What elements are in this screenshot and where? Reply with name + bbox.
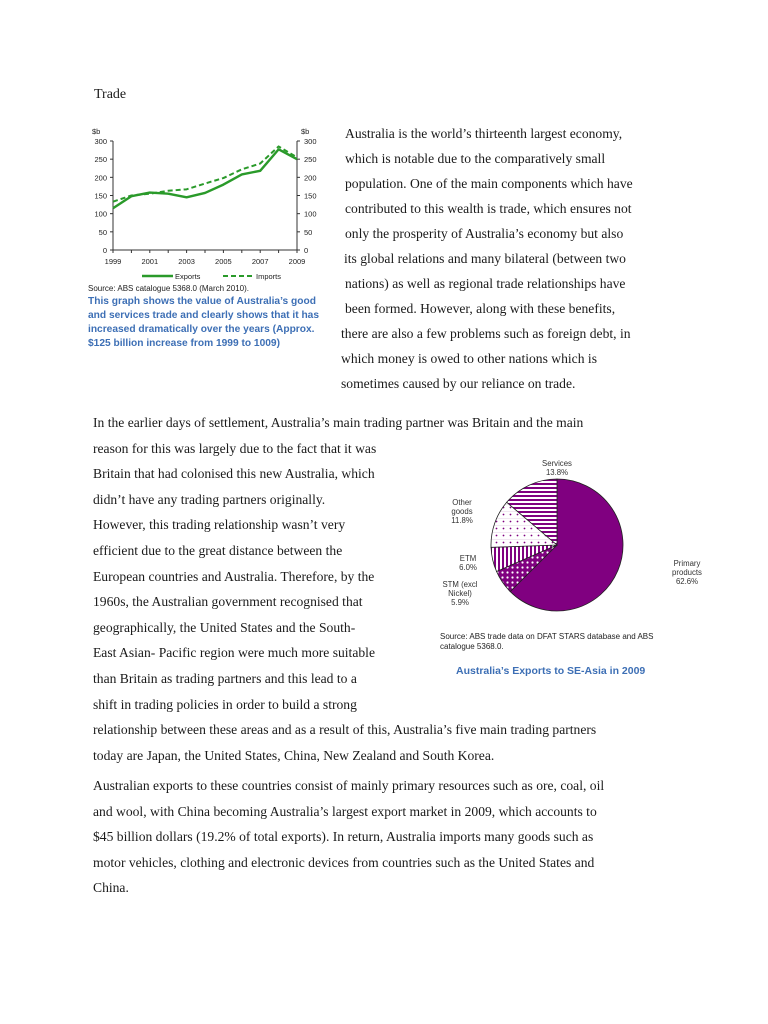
svg-text:2007: 2007 (251, 257, 269, 266)
pie-label: ETM 6.0% (459, 554, 477, 572)
history-line: 1960s, the Australian government recognised that (93, 594, 363, 610)
svg-text:100: 100 (94, 209, 107, 219)
svg-text:150: 150 (94, 191, 107, 201)
intro-line: which money is owed to other nations which is (341, 351, 597, 366)
svg-text:300: 300 (94, 137, 107, 146)
svg-text:Imports: Imports (256, 272, 282, 281)
history-line: However, this trading relationship wasn’t very (93, 517, 346, 533)
trade-line-chart (84, 124, 334, 292)
svg-text:200: 200 (94, 173, 107, 183)
svg-text:$b: $b (92, 127, 101, 136)
intro-line: Australia is the world’s thirteenth largest economy, (345, 126, 623, 141)
svg-text:2003: 2003 (178, 257, 195, 266)
pie-label: Services 13.8% (542, 459, 572, 477)
caption-line: This graph shows the value of Australia’s good (88, 296, 316, 307)
exports-line: and wool, with China becoming Australia’s largest export market in 2009, which accounts to (93, 803, 597, 819)
svg-text:250: 250 (94, 155, 107, 165)
svg-text:2001: 2001 (141, 257, 159, 266)
history-line: Britain that had colonised this new Australia, which (93, 466, 375, 482)
pie-label: STM (excl Nickel) 5.9% (442, 580, 478, 607)
intro-line: population. One of the main components which have (345, 176, 633, 191)
pie-label: Primary products 62.6% (672, 559, 702, 586)
intro-line: its global relations and many bilateral (between two (344, 251, 626, 266)
history-line: reason for this was largely due to the fact that it was (93, 440, 377, 456)
svg-text:2005: 2005 (215, 257, 232, 266)
series-exports (113, 149, 297, 208)
intro-line: nations) as well as regional trade relationships have (345, 276, 626, 291)
svg-text:1999: 1999 (104, 257, 122, 266)
svg-text:0: 0 (102, 246, 107, 255)
line-chart-caption (88, 295, 319, 351)
intro-line: contributed to this wealth is trade, which ensures not (345, 201, 632, 216)
intro-line: been formed. However, along with these benefits, (345, 301, 616, 316)
svg-text:150: 150 (304, 191, 317, 201)
svg-text:250: 250 (304, 155, 317, 165)
svg-text:200: 200 (304, 173, 317, 183)
svg-text:300: 300 (304, 137, 317, 146)
history-line: didn’t have any trading partners originally. (93, 491, 326, 507)
svg-text:50: 50 (98, 227, 107, 237)
pie-chart-caption: Australia’s Exports to SE-Asia in 2009 (456, 665, 646, 677)
exports-line: $45 billion dollars (19.2% of total exports). In return, Australia imports many goods such as (93, 829, 594, 845)
svg-text:0: 0 (304, 246, 309, 255)
history-line: efficient due to the great distance between the (93, 543, 343, 558)
exports-line: Australian exports to these countries consist of mainly primary resources such as ore, coal, oil (93, 778, 605, 793)
source-line: catalogue 5368.0. (440, 642, 504, 651)
svg-text:2009: 2009 (288, 257, 306, 266)
line-chart-axes (92, 127, 317, 266)
history-line: relationship between these areas and as a result of this, Australia’s five main trading partners (93, 722, 597, 738)
line-chart-legend (142, 272, 281, 281)
history-line: East Asian- Pacific region were much more suitable (93, 645, 375, 661)
history-line: than Britain as trading partners and this lead to a (93, 671, 357, 686)
history-line: shift in trading policies in order to build a strong (93, 696, 357, 712)
svg-text:$b: $b (301, 127, 310, 136)
caption-line: increased dramatically over the years (Approx. (88, 324, 315, 335)
svg-text:100: 100 (304, 209, 317, 219)
section-heading: Trade (94, 87, 127, 102)
intro-line: only the prosperity of Australia’s economy but also (345, 226, 624, 241)
history-line: today are Japan, the United States, China, New Zealand and South Korea. (93, 747, 495, 763)
pie-label: Other goods 11.8% (451, 498, 473, 525)
caption-line: $125 billion increase from 1999 to 1009) (88, 338, 280, 349)
history-line: In the earlier days of settlement, Australia’s main trading partner was Britain and the main (93, 415, 584, 430)
pie-slices (491, 479, 623, 611)
intro-line: sometimes caused by our reliance on trade. (341, 376, 576, 391)
source-line: Source: ABS trade data on DFAT STARS database and ABS (440, 632, 654, 641)
line-chart-series (113, 146, 297, 208)
history-line: European countries and Australia. Therefore, by the (93, 568, 375, 584)
intro-line: which is notable due to the comparatively small (345, 151, 606, 166)
exports-line: China. (93, 880, 129, 896)
line-chart-source: Source: ABS catalogue 5368.0 (March 2010). (88, 284, 249, 293)
exports-line: motor vehicles, clothing and electronic devices from countries such as the United States and (93, 854, 595, 870)
exports-pie-chart (430, 455, 702, 625)
svg-text:Exports: Exports (175, 272, 201, 281)
history-line: geographically, the United States and the South- (93, 619, 356, 635)
intro-line: there are also a few problems such as foreign debt, in (341, 326, 631, 341)
pie-chart-source (440, 632, 653, 652)
svg-text:50: 50 (304, 227, 313, 237)
caption-line: and services trade and clearly shows that it has (88, 310, 320, 321)
